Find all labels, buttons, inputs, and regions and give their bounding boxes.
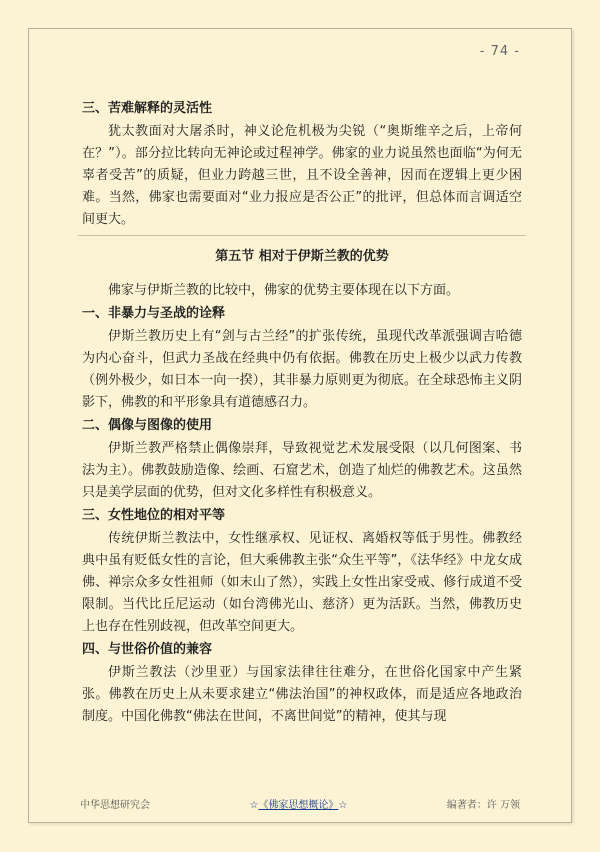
body-paragraph: 伊斯兰教法（沙里亚）与国家法律往往难分，在世俗化国家中产生紧张。佛教在历史上从未要求建立“佛法治国”的神权政体，而是适应各地政治制度。中国化佛教“佛法在世间，不离世间觉”的精神，使其与现 <box>82 665 522 724</box>
footer-publisher: 中华思想研究会 <box>80 800 150 811</box>
document-body <box>82 97 522 728</box>
body-paragraph: 伊斯兰教严格禁止偶像崇拜，导致视觉艺术发展受限（以几何图案、书法为主）。佛教鼓励造像、绘画、石窟艺术，创造了灿烂的佛教艺术。这虽然只是美学层面的优势，但对文化多样性有积极意义。 <box>82 441 522 500</box>
star-icon: ☆ <box>249 800 259 811</box>
body-paragraph: 佛家与伊斯兰教的比较中，佛家的优势主要体现在以下方面。 <box>108 283 460 298</box>
book-title-link[interactable]: 《佛家思想概论》 <box>258 800 339 811</box>
footer-book-title[interactable] <box>249 796 347 811</box>
page-number: - 74 - <box>479 44 520 59</box>
page-footer <box>80 796 520 811</box>
body-paragraph: 传统伊斯兰教法中，女性继承权、见证权、离婚权等低于男性。佛教经典中虽有贬低女性的言论，但大乘佛教主张“众生平等”，《法华经》中龙女成佛、禅宗众多女性祖师（如末山了然），实践上女性出家受戒、修行成道不受限制。当代比丘尼运动（如台湾佛光山、慈济）更为活跃。当然，佛教历史上也存在性别歧视，但改革空间更大。 <box>82 531 522 634</box>
body-paragraph: 犹太教面对大屠杀时，神义论危机极为尖锐（“奥斯维辛之后，上帝何在？”）。部分拉比转向无神论或过程神学。佛家的业力说虽然也面临“为何无辜者受苦”的质疑，但业力跨越三世，且不设全善神，因而在逻辑上更少困难。当然，佛家也需要面对“业力报应是否公正”的批评，但总体而言调适空间更大。 <box>82 124 522 227</box>
subsection-heading: 三、苦难解释的灵活性 <box>82 101 213 116</box>
subsection-heading: 二、偶像与图像的使用 <box>82 418 213 433</box>
subsection-heading: 四、与世俗价值的兼容 <box>82 642 213 657</box>
star-icon: ☆ <box>338 800 348 811</box>
subsection-heading: 三、女性地位的相对平等 <box>82 508 226 523</box>
body-paragraph: 伊斯兰教历史上有“剑与古兰经”的扩张传统，虽现代改革派强调吉哈德为内心奋斗，但武力圣战在经典中仍有依据。佛教在历史上极少以武力传教（例外极少，如日本一向一揆），其非暴力原则更为彻底。在全球恐怖主义阴影下，佛教的和平形象具有道德感召力。 <box>82 329 522 410</box>
footer-author: 编著者：许 万领 <box>446 800 520 811</box>
section-title: 第五节 相对于伊斯兰教的优势 <box>215 249 389 264</box>
section-divider <box>78 235 526 236</box>
subsection-heading: 一、非暴力与圣战的诠释 <box>82 306 226 321</box>
